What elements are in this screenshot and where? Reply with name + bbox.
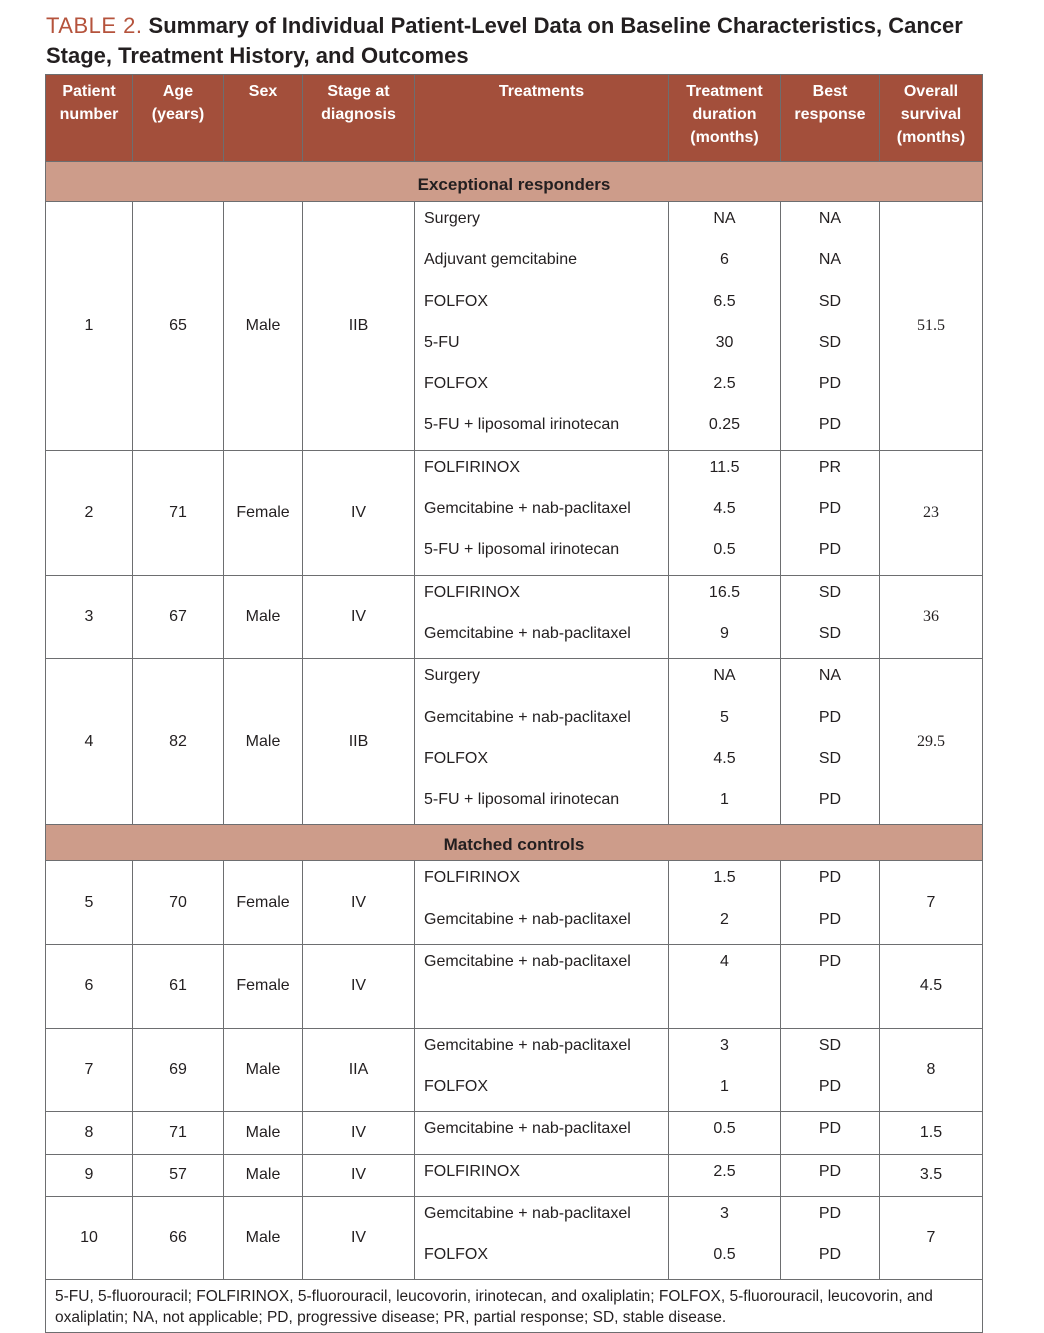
treatment-name: 5-FU + liposomal irinotecan — [424, 541, 620, 559]
best-response-cell — [781, 450, 880, 575]
treatment-name-cell — [415, 1196, 669, 1280]
sex-cell: Male — [224, 1196, 303, 1280]
patient-number-cell: 1 — [46, 202, 133, 451]
overall-survival-cell: 51.5 — [880, 202, 983, 451]
treatment-duration — [669, 986, 780, 1027]
sex-cell: Male — [224, 1112, 303, 1154]
stage-cell: IV — [303, 1112, 415, 1154]
treatment-name: FOLFOX — [424, 1077, 489, 1095]
best-response: PD — [818, 1246, 842, 1264]
table-title — [46, 11, 1006, 71]
section-header-row — [46, 162, 983, 202]
best-response: SD — [818, 583, 842, 601]
stage-cell: IIB — [303, 202, 415, 451]
treatment-duration: NA — [713, 667, 736, 685]
table-row — [46, 450, 983, 575]
overall-survival-cell: 23 — [880, 450, 983, 575]
table-row — [46, 659, 983, 825]
treatment-duration: 1 — [720, 1077, 729, 1095]
overall-survival-cell: 7 — [880, 1196, 983, 1280]
treatment-name: Gemcitabine + nab-paclitaxel — [424, 953, 631, 971]
treatment-duration: 2.5 — [713, 1162, 736, 1180]
best-response: PD — [818, 1162, 842, 1180]
treatment-duration: 1.5 — [713, 869, 736, 887]
best-response: SD — [818, 333, 842, 351]
treatment-duration-cell — [669, 659, 781, 825]
best-response-cell — [781, 861, 880, 945]
header-best-response: Best response — [781, 75, 880, 162]
header-duration: Treatment duration (months) — [669, 75, 781, 162]
age-cell: 66 — [133, 1196, 224, 1280]
treatment-duration: NA — [713, 210, 736, 227]
sex-cell: Female — [224, 450, 303, 575]
stage-cell: IV — [303, 945, 415, 1029]
age-cell: 82 — [133, 659, 224, 825]
header-age: Age (years) — [133, 75, 224, 162]
best-response: SD — [818, 749, 842, 767]
treatment-name: FOLFOX — [424, 375, 489, 393]
treatment-duration: 0.25 — [708, 416, 741, 434]
treatment-duration: 4.5 — [713, 749, 736, 767]
age-cell: 57 — [133, 1154, 224, 1196]
sex-cell: Male — [224, 575, 303, 659]
table-row — [46, 1112, 983, 1154]
patient-number-cell: 6 — [46, 945, 133, 1029]
table-row — [46, 1154, 983, 1196]
overall-survival-cell: 8 — [880, 1028, 983, 1112]
overall-survival-cell: 36 — [880, 575, 983, 659]
sex-cell: Male — [224, 202, 303, 451]
treatment-name: 5-FU — [424, 333, 460, 351]
best-response: PD — [818, 910, 842, 928]
treatment-duration-cell — [669, 1154, 781, 1196]
best-response — [781, 986, 879, 1027]
treatment-name: Gemcitabine + nab-paclitaxel — [424, 624, 631, 642]
best-response: PD — [818, 791, 842, 809]
overall-survival-cell: 4.5 — [880, 945, 983, 1029]
best-response-cell — [781, 1154, 880, 1196]
best-response: PD — [818, 1077, 842, 1095]
treatment-name-cell — [415, 1028, 669, 1112]
patient-number-cell: 2 — [46, 450, 133, 575]
treatment-duration-cell — [669, 1196, 781, 1280]
treatment-name: FOLFIRINOX — [424, 458, 521, 476]
treatment-name: FOLFOX — [424, 1246, 489, 1264]
treatment-name: FOLFOX — [424, 292, 489, 310]
treatment-name: Gemcitabine + nab-paclitaxel — [424, 1036, 631, 1054]
treatment-duration: 0.5 — [713, 1120, 736, 1138]
treatment-duration-cell — [669, 861, 781, 945]
treatment-duration: 16.5 — [708, 583, 741, 601]
patient-number-cell: 7 — [46, 1028, 133, 1112]
table-row — [46, 945, 983, 1029]
sex-cell: Male — [224, 1028, 303, 1112]
best-response: PD — [818, 953, 842, 971]
table-row — [46, 202, 983, 451]
patient-number-cell: 9 — [46, 1154, 133, 1196]
treatment-name: Gemcitabine + nab-paclitaxel — [424, 708, 631, 726]
table-label: TABLE 2. — [46, 13, 143, 38]
treatment-duration: 6.5 — [713, 292, 736, 310]
best-response: PR — [818, 458, 842, 476]
header-sex: Sex — [224, 75, 303, 162]
best-response-cell — [781, 202, 880, 451]
age-cell: 61 — [133, 945, 224, 1029]
best-response: PD — [818, 416, 842, 434]
best-response: NA — [818, 251, 842, 269]
treatment-duration: 5 — [720, 708, 729, 726]
header-patient-number: Patient number — [46, 75, 133, 162]
footnote-row — [46, 1280, 983, 1333]
best-response: SD — [818, 624, 842, 642]
treatment-duration: 3 — [720, 1204, 729, 1222]
sex-cell: Male — [224, 659, 303, 825]
treatment-name-cell — [415, 1112, 669, 1154]
treatment-duration: 4.5 — [713, 500, 736, 518]
treatment-duration: 11.5 — [709, 458, 740, 476]
treatment-name-cell — [415, 1154, 669, 1196]
stage-cell: IV — [303, 1196, 415, 1280]
treatment-duration: 6 — [720, 251, 729, 269]
best-response-cell — [781, 1112, 880, 1154]
table-title-text: Summary of Individual Patient-Level Data on Baseline Characteristics, Cancer Stage, Treatment History, and Outcomes — [46, 13, 963, 68]
treatment-name: Gemcitabine + nab-paclitaxel — [424, 500, 631, 518]
treatment-name: Gemcitabine + nab-paclitaxel — [424, 910, 631, 928]
best-response-cell — [781, 945, 880, 1029]
treatment-duration: 9 — [720, 624, 729, 642]
best-response: NA — [818, 210, 842, 227]
treatment-name-cell — [415, 945, 669, 1029]
treatment-duration-cell — [669, 202, 781, 451]
stage-cell: IV — [303, 1154, 415, 1196]
treatment-duration-cell — [669, 450, 781, 575]
age-cell: 71 — [133, 1112, 224, 1154]
table-row — [46, 861, 983, 945]
age-cell: 65 — [133, 202, 224, 451]
table-row — [46, 575, 983, 659]
footnote: 5-FU, 5-fluorouracil; FOLFIRINOX, 5-fluorouracil, leucovorin, irinotecan, and oxaliplatin; FOLFOX, 5-fluorouracil, leucovorin, and oxaliplatin; NA, not applicable; PD, progressive disease; PR, partial response; SD, stable disease. — [46, 1280, 983, 1333]
treatment-name-cell — [415, 450, 669, 575]
best-response: PD — [818, 500, 842, 518]
best-response-cell — [781, 659, 880, 825]
best-response: PD — [818, 375, 842, 393]
treatment-duration: 1 — [720, 791, 729, 809]
patient-data-table — [45, 74, 983, 1333]
treatment-name: FOLFOX — [424, 749, 489, 767]
best-response-cell — [781, 575, 880, 659]
treatment-name: Surgery — [424, 210, 481, 227]
treatment-name: 5-FU + liposomal irinotecan — [424, 791, 620, 809]
header-treatments: Treatments — [415, 75, 669, 162]
treatment-name: Gemcitabine + nab-paclitaxel — [424, 1204, 631, 1222]
treatment-name: Surgery — [424, 667, 481, 685]
age-cell: 71 — [133, 450, 224, 575]
treatment-duration: 0.5 — [713, 541, 736, 559]
overall-survival-cell: 29.5 — [880, 659, 983, 825]
treatment-duration-cell — [669, 945, 781, 1029]
sex-cell: Female — [224, 861, 303, 945]
stage-cell: IV — [303, 861, 415, 945]
treatment-duration: 4 — [720, 953, 729, 971]
table-row — [46, 1196, 983, 1280]
patient-number-cell: 10 — [46, 1196, 133, 1280]
treatment-name: FOLFIRINOX — [424, 1162, 521, 1180]
best-response-cell — [781, 1196, 880, 1280]
treatment-name: Adjuvant gemcitabine — [424, 251, 577, 269]
treatment-name-cell — [415, 659, 669, 825]
stage-cell: IIA — [303, 1028, 415, 1112]
overall-survival-cell: 3.5 — [880, 1154, 983, 1196]
stage-cell: IIB — [303, 659, 415, 825]
best-response: PD — [818, 869, 842, 887]
treatment-duration-cell — [669, 1028, 781, 1112]
treatment-name: FOLFIRINOX — [424, 583, 521, 601]
treatment-name-cell — [415, 861, 669, 945]
patient-number-cell: 8 — [46, 1112, 133, 1154]
table-row — [46, 1028, 983, 1112]
treatment-duration: 3 — [720, 1036, 729, 1054]
age-cell: 69 — [133, 1028, 224, 1112]
patient-number-cell: 3 — [46, 575, 133, 659]
best-response: PD — [818, 541, 842, 559]
section-title: Exceptional responders — [46, 162, 983, 202]
treatment-duration: 0.5 — [713, 1246, 736, 1264]
treatment-name-cell — [415, 575, 669, 659]
stage-cell: IV — [303, 450, 415, 575]
best-response: PD — [818, 1204, 842, 1222]
treatment-name-cell — [415, 202, 669, 451]
header-overall-survival: Overall survival (months) — [880, 75, 983, 162]
treatment-duration: 2 — [720, 910, 729, 928]
section-header-row — [46, 825, 983, 861]
overall-survival-cell: 1.5 — [880, 1112, 983, 1154]
header-row — [46, 75, 983, 162]
age-cell: 70 — [133, 861, 224, 945]
treatment-name: FOLFIRINOX — [424, 869, 521, 887]
treatment-name — [415, 986, 668, 1027]
treatment-duration: 2.5 — [713, 375, 736, 393]
header-stage: Stage at diagnosis — [303, 75, 415, 162]
best-response: PD — [818, 708, 842, 726]
patient-number-cell: 4 — [46, 659, 133, 825]
overall-survival-cell: 7 — [880, 861, 983, 945]
best-response: NA — [818, 667, 842, 685]
best-response: PD — [818, 1120, 842, 1138]
sex-cell: Female — [224, 945, 303, 1029]
treatment-name: 5-FU + liposomal irinotecan — [424, 416, 620, 434]
stage-cell: IV — [303, 575, 415, 659]
sex-cell: Male — [224, 1154, 303, 1196]
age-cell: 67 — [133, 575, 224, 659]
treatment-duration: 30 — [715, 333, 734, 351]
patient-number-cell: 5 — [46, 861, 133, 945]
best-response: SD — [818, 292, 842, 310]
best-response: SD — [818, 1036, 842, 1054]
treatment-duration-cell — [669, 575, 781, 659]
treatment-name: Gemcitabine + nab-paclitaxel — [424, 1120, 631, 1138]
section-title: Matched controls — [46, 825, 983, 861]
best-response-cell — [781, 1028, 880, 1112]
treatment-duration-cell — [669, 1112, 781, 1154]
